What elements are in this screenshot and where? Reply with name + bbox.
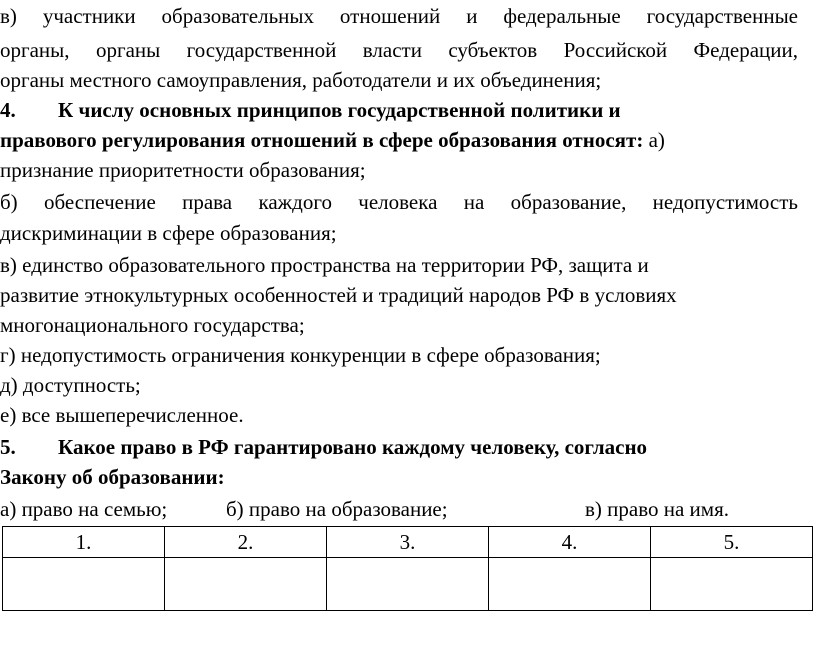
question-4-option-d: г) недопустимость ограничения конкуренции в сфере образования;: [0, 343, 601, 367]
question-4-number: 4.: [0, 98, 16, 122]
question-4-option-a: признание приоритетности образования;: [0, 158, 366, 182]
question-4-title-text-2: правового регулирования отношений в сфере образования относят:: [0, 128, 644, 152]
answer-table: [2, 526, 813, 611]
answer-header-5: 5.: [651, 527, 813, 558]
question-4-option-e: д) доступность;: [0, 373, 141, 397]
answer-header-4: 4.: [489, 527, 651, 558]
question-4-option-b-line-2: дискриминации в сфере образования;: [0, 221, 337, 245]
question-5-option-b: б) право на образование;: [226, 497, 448, 521]
intro-line-1: в) участники образовательных отношений и федеральные государственные: [0, 4, 798, 28]
answer-header-1: 1.: [3, 527, 165, 558]
intro-line-3: органы местного самоуправления, работодатели и их объединения;: [0, 68, 602, 92]
answer-cell-1[interactable]: [3, 558, 165, 611]
question-4-option-c-line-2: развитие этнокультурных особенностей и традиций народов РФ в условиях: [0, 283, 677, 307]
intro-line-2: органы, органы государственной власти субъектов Российской Федерации,: [0, 38, 798, 62]
answer-header-3: 3.: [327, 527, 489, 558]
question-4-option-b-line-1: б) обеспечение права каждого человека на образование, недопустимость: [0, 190, 798, 214]
question-5-number: 5.: [0, 435, 16, 459]
question-4-option-f: е) все вышеперечисленное.: [0, 403, 244, 427]
question-4-title-line-1: [0, 98, 798, 124]
question-4-option-a-marker: а): [643, 128, 665, 152]
question-5-title-line-2: Закону об образовании:: [0, 465, 225, 489]
answer-table-header-row: [3, 527, 813, 558]
answer-cell-4[interactable]: [489, 558, 651, 611]
question-4-title-text-1: К числу основных принципов государственной политики и: [58, 98, 621, 122]
question-4-title-line-2: [0, 128, 798, 154]
answer-cell-3[interactable]: [327, 558, 489, 611]
question-5-title-text-1: Какое право в РФ гарантировано каждому человеку, согласно: [58, 435, 648, 459]
question-5-options: [0, 497, 798, 523]
answer-header-2: 2.: [165, 527, 327, 558]
question-5-option-a: а) право на семью;: [0, 497, 168, 521]
question-4-option-c-line-3: многонационального государства;: [0, 313, 305, 337]
question-5-title-line-1: [0, 435, 798, 461]
answer-cell-5[interactable]: [651, 558, 813, 611]
question-5-option-c: в) право на имя.: [585, 497, 729, 521]
question-4-option-c-line-1: в) единство образовательного пространства на территории РФ, защита и: [0, 253, 649, 277]
answer-table-answer-row: [3, 558, 813, 611]
answer-cell-2[interactable]: [165, 558, 327, 611]
